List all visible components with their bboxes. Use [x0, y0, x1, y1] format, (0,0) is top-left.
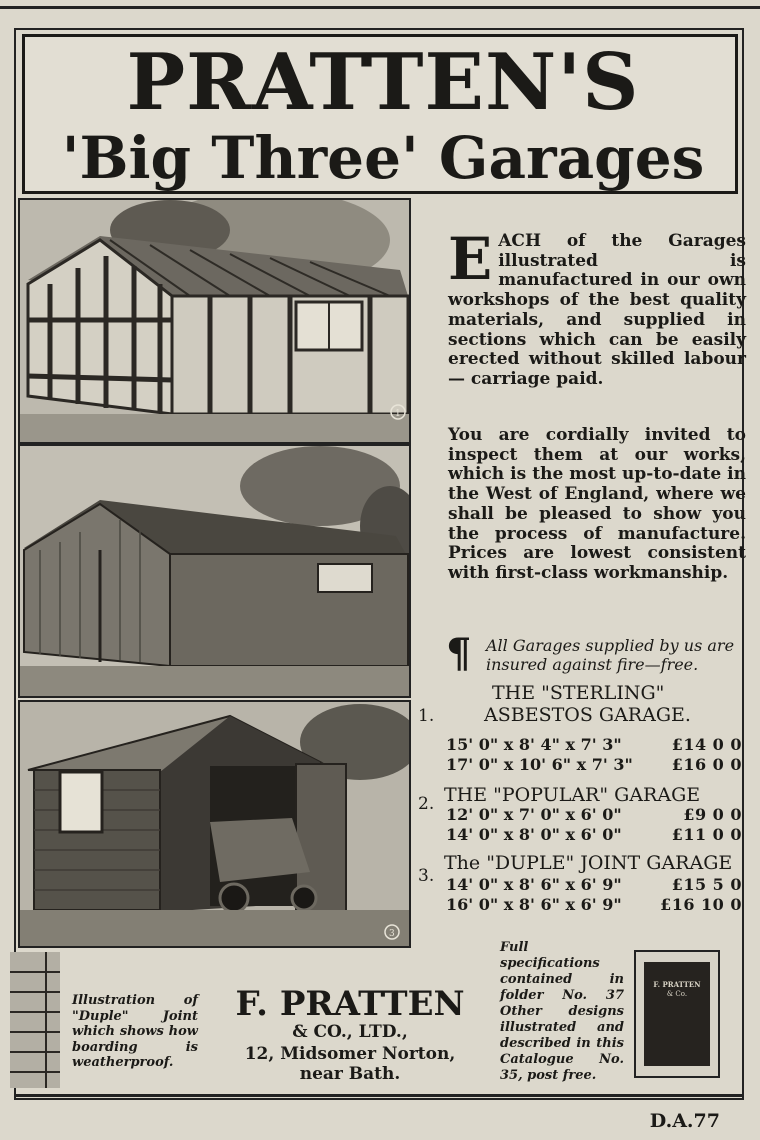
insurance-note: All Garages supplied by us are insured against fire—free.	[486, 636, 735, 674]
size-dims: 14' 0" x 8' 0" x 6' 0"	[446, 825, 622, 844]
size-dims: 12' 0" x 7' 0" x 6' 0"	[446, 805, 622, 824]
catalogue-subtitle: & Co.	[666, 990, 688, 998]
size-dims: 15' 0" x 8' 4" x 7' 3"	[446, 735, 622, 754]
headline: PRATTEN'S	[126, 37, 640, 128]
intro-paragraph-2: You are cordially invited to inspect them at our works, which is the most up-to-date in the West of England, where we shall be pleased to show you the process of manufacture. Prices are lowest consistent with first-class workmanship.	[448, 425, 746, 583]
maker-name: F. PRATTEN	[235, 984, 465, 1024]
size-dims: 16' 0" x 8' 6" x 6' 9"	[446, 895, 622, 914]
photo-popular-garage	[18, 444, 411, 698]
specification-note: Full specifications contained in folder No. 37 Other designs illustrated and described in this Catalogue No. 35, post free.	[500, 940, 624, 1083]
top-rule	[0, 6, 760, 9]
drop-cap: E	[448, 225, 493, 293]
size-price: £9 0 0	[683, 805, 742, 824]
maker-address: 12, Midsomer Norton,	[244, 1044, 456, 1064]
garage-3-number: 3.	[418, 866, 435, 886]
maker-town: near Bath.	[299, 1064, 401, 1084]
catalogue-thumbnail	[634, 950, 720, 1078]
intro-text-1: ACH of the Garages illustrated is manufactured in our own workshops of the best quality materials, and supplied in sections which can be easily erected without skilled labour — carriage paid.	[448, 231, 746, 389]
photo-number-3: 3	[389, 929, 395, 939]
size-dims: 17' 0" x 10' 6" x 7' 3"	[446, 755, 633, 774]
catalogue-title: F. PRATTEN	[653, 980, 701, 989]
size-price: £16 0 0	[671, 755, 742, 774]
title-box	[22, 34, 738, 194]
garage-3-name: The "DUPLE" JOINT GARAGE	[444, 852, 733, 874]
pilcrow-icon: ¶	[446, 630, 472, 677]
subheadline: 'Big Three' Garages	[61, 124, 705, 192]
maker-company: & CO., LTD.,	[292, 1022, 408, 1042]
garage-2-number: 2.	[418, 794, 435, 814]
photo-duple-garage	[18, 700, 411, 948]
reference-code: D.A.77	[649, 1110, 720, 1132]
size-price: £11 0 0	[671, 825, 742, 844]
catalogue-cover	[644, 962, 710, 1066]
size-price: £14 0 0	[671, 735, 742, 754]
footer-rule	[14, 1094, 744, 1097]
size-price: £16 10 0	[660, 895, 742, 914]
illustration-note: Illustration of "Duple" Joint which shows how boarding is weatherproof.	[72, 993, 198, 1070]
intro-paragraph-1	[448, 225, 746, 390]
size-price: £15 5 0	[671, 875, 742, 894]
garage-1-name-line2: ASBESTOS GARAGE.	[484, 704, 691, 726]
garage-1-name-line1: THE "STERLING"	[492, 682, 665, 704]
photo-number-1: 1	[395, 409, 401, 419]
garage-1-number: 1.	[418, 706, 435, 726]
photo-sterling-garage	[18, 198, 411, 444]
size-dims: 14' 0" x 8' 6" x 6' 9"	[446, 875, 622, 894]
duple-joint-illustration	[10, 952, 60, 1088]
garage-2-name: THE "POPULAR" GARAGE	[444, 784, 701, 806]
